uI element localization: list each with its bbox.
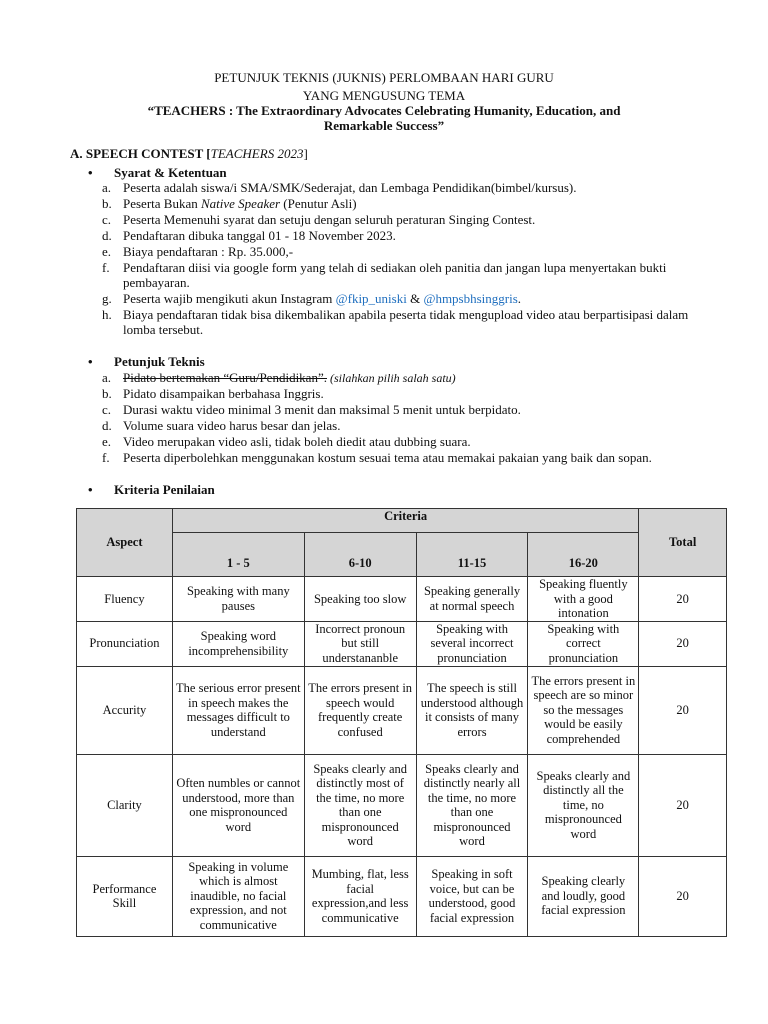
cell-criteria: Speaks clearly and distinctly nearly all the time, no more than one mispronounced word bbox=[416, 754, 528, 856]
header-range: 16-20 bbox=[528, 533, 639, 577]
list-item: f. Peserta diperbolehkan menggunakan kostum sesuai tema atau memakai pakaian yang baik dan sopan. bbox=[102, 450, 652, 465]
cell-criteria: Mumbing, flat, less facial expression,and less communicative bbox=[304, 856, 416, 936]
cell-aspect: Performance Skill bbox=[77, 856, 173, 936]
list-item: a. Peserta adalah siswa/i SMA/SMK/Sederajat, dan Lembaga Pendidikan(bimbel/kursus). bbox=[102, 180, 577, 195]
cell-criteria: Speaking in volume which is almost inaudible, no facial expression, and not communicative bbox=[172, 856, 304, 936]
instagram-link-fkip[interactable]: @fkip_uniski bbox=[335, 291, 407, 306]
cell-aspect: Pronunciation bbox=[77, 621, 173, 666]
list-item: d. Pendaftaran dibuka tanggal 01 - 18 November 2023. bbox=[102, 228, 396, 243]
instagram-link-hmps[interactable]: @hmpsbhsinggris bbox=[423, 291, 518, 306]
list-item: e. Biaya pendaftaran : Rp. 35.000,- bbox=[102, 244, 294, 259]
cell-total: 20 bbox=[639, 666, 727, 754]
syarat-heading: • Syarat & Ketentuan bbox=[88, 165, 227, 180]
list-item: b. Pidato disampaikan berbahasa Inggris. bbox=[102, 386, 324, 401]
section-heading: A. SPEECH CONTEST [TEACHERS 2023] bbox=[70, 146, 308, 161]
cell-criteria: Speaking clearly and loudly, good facial expression bbox=[528, 856, 639, 936]
cell-criteria: Incorrect pronoun but still understananble bbox=[304, 621, 416, 666]
cell-aspect: Clarity bbox=[77, 754, 173, 856]
list-item: h. Biaya pendaftaran tidak bisa dikembalikan apabila peserta tidak mengupload video atau berpartisipasi dalam lomba tersebut. bbox=[102, 307, 689, 337]
doc-title-line-2: YANG MENGUSUNG TEMA bbox=[302, 88, 466, 103]
doc-theme-line-2: Remarkable Success” bbox=[323, 118, 445, 133]
criteria-table bbox=[76, 508, 727, 937]
list-item: g. Peserta wajib mengikuti akun Instagram @fkip_uniski & @hmpsbhsinggris. bbox=[102, 291, 522, 306]
petunjuk-heading: • Petunjuk Teknis bbox=[88, 354, 205, 369]
cell-total: 20 bbox=[639, 754, 727, 856]
list-item: a. Pidato bertemakan “Guru/Pendidikan”. (silahkan pilih salah satu) bbox=[102, 370, 456, 385]
kriteria-heading: • Kriteria Penilaian bbox=[88, 482, 215, 497]
cell-criteria: Speaking word incomprehensibility bbox=[172, 621, 304, 666]
cell-criteria: Speaks clearly and distinctly most of the time, no more than one mispronounced word bbox=[304, 754, 416, 856]
cell-criteria: The errors present in speech would frequently create confused bbox=[304, 666, 416, 754]
cell-criteria: Speaking with correct pronunciation bbox=[528, 621, 639, 666]
table-row bbox=[77, 856, 727, 936]
cell-aspect: Fluency bbox=[77, 577, 173, 622]
list-item: e. Video merupakan video asli, tidak boleh diedit atau dubbing suara. bbox=[102, 434, 471, 449]
table-row bbox=[77, 666, 727, 754]
header-range: 6-10 bbox=[304, 533, 416, 577]
cell-criteria: Speaking in soft voice, but can be understood, good facial expression bbox=[416, 856, 528, 936]
cell-criteria: Speaking generally at normal speech bbox=[416, 577, 528, 622]
cell-criteria: Speaks clearly and distinctly all the time, no mispronounced word bbox=[528, 754, 639, 856]
table-row bbox=[77, 577, 727, 622]
cell-criteria: The speech is still understood although it consists of many errors bbox=[416, 666, 528, 754]
list-item: c. Peserta Memenuhi syarat dan setuju dengan seluruh peraturan Singing Contest. bbox=[102, 212, 536, 227]
header-range: 11-15 bbox=[416, 533, 528, 577]
table-row bbox=[77, 621, 727, 666]
cell-aspect: Accurity bbox=[77, 666, 173, 754]
cell-criteria: Speaking with several incorrect pronunciation bbox=[416, 621, 528, 666]
list-item: b. Peserta Bukan Native Speaker (Penutur Asli) bbox=[102, 196, 357, 211]
header-total: Total bbox=[639, 509, 727, 577]
list-item: f. Pendaftaran diisi via google form yang telah di sediakan oleh panitia dan jangan lupa menyertakan bukti pembayaran. bbox=[102, 260, 667, 290]
cell-criteria: The errors present in speech are so minor so the messages would be easily comprehended bbox=[528, 666, 639, 754]
header-aspect: Aspect bbox=[77, 509, 173, 577]
doc-title-line-1: PETUNJUK TEKNIS (JUKNIS) PERLOMBAAN HARI GURU bbox=[214, 70, 554, 85]
header-range: 1 - 5 bbox=[172, 533, 304, 577]
table-row bbox=[77, 754, 727, 856]
cell-total: 20 bbox=[639, 856, 727, 936]
list-item: c. Durasi waktu video minimal 3 menit dan maksimal 5 menit untuk berpidato. bbox=[102, 402, 521, 417]
cell-criteria: Speaking with many pauses bbox=[172, 577, 304, 622]
list-item: d. Volume suara video harus besar dan jelas. bbox=[102, 418, 341, 433]
cell-criteria: Speaking too slow bbox=[304, 577, 416, 622]
cell-total: 20 bbox=[639, 621, 727, 666]
cell-criteria: Speaking fluently with a good intonation bbox=[528, 577, 639, 622]
cell-criteria: Often numbles or cannot understood, more than one mispronounced word bbox=[172, 754, 304, 856]
doc-theme-line-1: “TEACHERS : The Extraordinary Advocates Celebrating Humanity, Education, and bbox=[147, 103, 621, 118]
cell-total: 20 bbox=[639, 577, 727, 622]
cell-criteria: The serious error present in speech makes the messages difficult to understand bbox=[172, 666, 304, 754]
header-criteria: Criteria bbox=[172, 509, 638, 533]
